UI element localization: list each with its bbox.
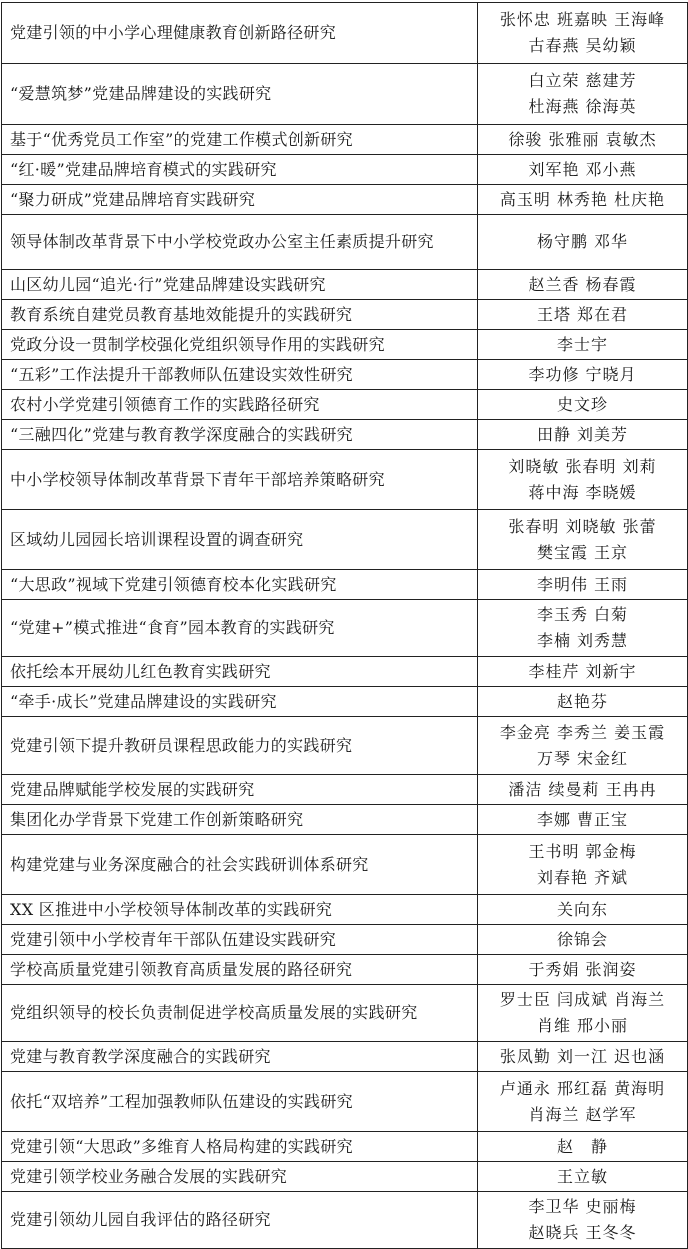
project-authors <box>478 895 688 925</box>
project-title: 基于“优秀党员工作室”的党建工作模式创新研究 <box>2 125 478 155</box>
project-authors <box>478 955 688 985</box>
project-authors <box>478 300 688 330</box>
author-line: 李卫华 史丽梅 <box>528 1197 637 1216</box>
project-title: 集团化办学背景下党建工作创新策略研究 <box>2 805 478 835</box>
table-row <box>2 775 688 805</box>
author-line: 蒋中海 李晓媛 <box>528 482 637 502</box>
project-title: 党组织领导的校长负责制促进学校高质量发展的实践研究 <box>2 985 478 1042</box>
project-title: 党建引领的中小学心理健康教育创新路径研究 <box>2 3 478 64</box>
table-row <box>2 155 688 185</box>
project-title: XX 区推进中小学校领导体制改革的实践研究 <box>2 895 478 925</box>
table-row <box>2 570 688 600</box>
table-row <box>2 805 688 835</box>
project-authors <box>478 835 688 895</box>
author-line: 徐骏 张雅丽 袁敏杰 <box>508 129 657 149</box>
author-line: 肖维 邢小丽 <box>536 1016 629 1035</box>
author-line: 潘洁 续曼莉 王冉冉 <box>508 779 657 799</box>
author-line: 李金亮 李秀兰 姜玉霞 <box>499 722 666 742</box>
author-line: 杨守鹏 邓华 <box>536 232 629 251</box>
project-authors <box>478 64 688 125</box>
project-title: 学校高质量党建引领教育高质量发展的路径研究 <box>2 955 478 985</box>
project-authors <box>478 925 688 955</box>
project-authors <box>478 510 688 570</box>
table-row <box>2 717 688 775</box>
author-line: 古春燕 吴幼颖 <box>528 36 637 55</box>
table-row <box>2 125 688 155</box>
project-authors <box>478 125 688 155</box>
author-line: 樊宝霞 王京 <box>536 542 629 562</box>
project-authors <box>478 3 688 64</box>
table-row <box>2 985 688 1042</box>
project-authors <box>478 270 688 300</box>
project-authors <box>478 687 688 717</box>
project-title: “大思政”视域下党建引领德育校本化实践研究 <box>2 570 478 600</box>
author-line: 李桂芹 刘新宇 <box>528 661 637 681</box>
author-line: 王塔 郑在君 <box>536 304 629 324</box>
project-title: 党政分设一贯制学校强化党组织领导作用的实践研究 <box>2 330 478 360</box>
author-line: 万琴 宋金红 <box>536 748 629 768</box>
author-line: 于秀娟 张润姿 <box>528 959 637 979</box>
author-line: 徐锦会 <box>556 929 608 949</box>
table-row <box>2 600 688 657</box>
table-row <box>2 657 688 687</box>
table-row <box>2 3 688 64</box>
table-row <box>2 300 688 330</box>
table-row <box>2 270 688 300</box>
project-authors <box>478 775 688 805</box>
project-authors <box>478 1042 688 1072</box>
project-authors <box>478 215 688 270</box>
project-title: 山区幼儿园“追光·行”党建品牌建设实践研究 <box>2 270 478 300</box>
table-row <box>2 360 688 390</box>
author-line: 史文珍 <box>556 394 608 414</box>
table-row <box>2 510 688 570</box>
table-body <box>2 3 688 1249</box>
author-line: 张怀忠 班嘉映 王海峰 <box>499 10 666 29</box>
project-authors <box>478 570 688 600</box>
project-table <box>1 2 688 1249</box>
author-line: 赵 静 <box>556 1136 608 1156</box>
author-line: 关向东 <box>556 899 608 919</box>
author-line: 刘军艳 邓小燕 <box>528 159 637 179</box>
project-title: “三融四化”党建与教育教学深度融合的实践研究 <box>2 420 478 450</box>
author-line: 刘春艳 齐斌 <box>536 867 629 887</box>
project-authors <box>478 1162 688 1192</box>
project-title: 党建引领学校业务融合发展的实践研究 <box>2 1162 478 1192</box>
project-authors <box>478 600 688 657</box>
project-title: 领导体制改革背景下中小学校党政办公室主任素质提升研究 <box>2 215 478 270</box>
table-row <box>2 1132 688 1162</box>
table-row <box>2 215 688 270</box>
table-row <box>2 1192 688 1249</box>
project-title: “党建+”模式推进“食育”园本教育的实践研究 <box>2 600 478 657</box>
table-row <box>2 1042 688 1072</box>
table-row <box>2 330 688 360</box>
author-line: 张凤勤 刘一江 迟也涵 <box>499 1046 666 1066</box>
author-line: 赵兰香 杨春霞 <box>528 274 637 294</box>
project-authors <box>478 657 688 687</box>
table-row <box>2 955 688 985</box>
project-title: 依托“双培养”工程加强教师队伍建设的实践研究 <box>2 1072 478 1132</box>
author-line: 李玉秀 白菊 <box>536 605 629 624</box>
table-row <box>2 925 688 955</box>
project-title: 依托绘本开展幼儿红色教育实践研究 <box>2 657 478 687</box>
table-row <box>2 450 688 510</box>
project-title: 教育系统自建党员教育基地效能提升的实践研究 <box>2 300 478 330</box>
table-row <box>2 420 688 450</box>
author-line: 赵艳芬 <box>556 691 608 711</box>
project-title: “牵手·成长”党建品牌建设的实践研究 <box>2 687 478 717</box>
author-line: 李功修 宁晓月 <box>528 364 637 384</box>
project-title: 农村小学党建引领德育工作的实践路径研究 <box>2 390 478 420</box>
project-title: 党建引领幼儿园自我评估的路径研究 <box>2 1192 478 1249</box>
table-row <box>2 390 688 420</box>
project-authors <box>478 1072 688 1132</box>
project-title: 中小学校领导体制改革背景下青年干部培养策略研究 <box>2 450 478 510</box>
project-title: 党建引领中小学校青年干部队伍建设实践研究 <box>2 925 478 955</box>
table-row <box>2 687 688 717</box>
project-title: “五彩”工作法提升干部教师队伍建设实效性研究 <box>2 360 478 390</box>
table-row <box>2 1162 688 1192</box>
project-authors <box>478 420 688 450</box>
author-line: 刘晓敏 张春明 刘莉 <box>508 456 657 476</box>
project-title: 党建引领“大思政”多维育人格局构建的实践研究 <box>2 1132 478 1162</box>
project-title: 党建品牌赋能学校发展的实践研究 <box>2 775 478 805</box>
project-authors <box>478 805 688 835</box>
author-line: 赵晓兵 王冬冬 <box>528 1223 637 1242</box>
project-title: 党建引领下提升教研员课程思政能力的实践研究 <box>2 717 478 775</box>
project-authors <box>478 717 688 775</box>
author-line: 罗士臣 闫成斌 肖海兰 <box>499 990 666 1009</box>
author-line: 卢通永 邢红磊 黄海明 <box>499 1078 666 1098</box>
author-line: 李楠 刘秀慧 <box>536 631 629 650</box>
author-line: 李娜 曹正宝 <box>536 809 629 829</box>
project-title: 区域幼儿园园长培训课程设置的调查研究 <box>2 510 478 570</box>
author-line: 肖海兰 赵学军 <box>528 1104 637 1124</box>
project-authors <box>478 390 688 420</box>
project-authors <box>478 155 688 185</box>
author-line: 王书明 郭金梅 <box>528 841 637 861</box>
project-title: 党建与教育教学深度融合的实践研究 <box>2 1042 478 1072</box>
project-title: 构建党建与业务深度融合的社会实践研训体系研究 <box>2 835 478 895</box>
author-line: 高玉明 林秀艳 杜庆艳 <box>499 189 666 209</box>
author-line: 田静 刘美芳 <box>536 424 629 444</box>
project-authors <box>478 1132 688 1162</box>
table-row <box>2 895 688 925</box>
author-line: 张春明 刘晓敏 张蕾 <box>508 516 657 536</box>
project-authors <box>478 330 688 360</box>
author-line: 李士宇 <box>556 334 608 354</box>
author-line: 杜海燕 徐海英 <box>528 97 637 116</box>
table-row <box>2 835 688 895</box>
table-row <box>2 1072 688 1132</box>
table-row <box>2 64 688 125</box>
author-line: 白立荣 慈建芳 <box>528 71 637 90</box>
project-authors <box>478 985 688 1042</box>
project-title: “红·暖”党建品牌培育模式的实践研究 <box>2 155 478 185</box>
project-authors <box>478 450 688 510</box>
table-row <box>2 185 688 215</box>
project-title: “聚力研成”党建品牌培育实践研究 <box>2 185 478 215</box>
project-authors <box>478 185 688 215</box>
author-line: 王立敏 <box>556 1166 608 1186</box>
project-authors <box>478 1192 688 1249</box>
author-line: 李明伟 王雨 <box>536 574 629 594</box>
project-title: “爱慧筑梦”党建品牌建设的实践研究 <box>2 64 478 125</box>
project-authors <box>478 360 688 390</box>
